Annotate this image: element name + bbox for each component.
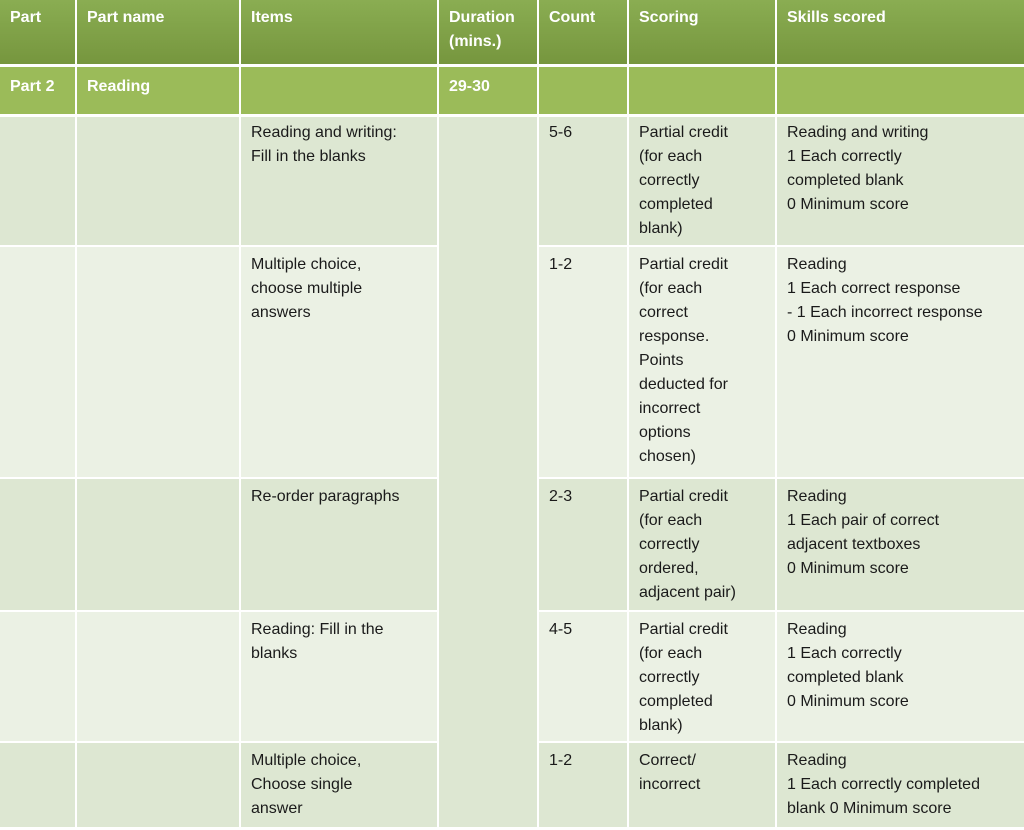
count-cell: 1-2 bbox=[539, 743, 629, 829]
part-items-empty bbox=[241, 67, 439, 117]
header-part: Part bbox=[0, 0, 77, 67]
skills-cell: Reading and writing 1 Each correctly completed blank 0 Minimum score bbox=[777, 117, 1024, 247]
skills-cell: Reading 1 Each pair of correct adjacent textboxes 0 Minimum score bbox=[777, 479, 1024, 612]
count-cell: 1-2 bbox=[539, 247, 629, 479]
scoring-cell: Correct/ incorrect bbox=[629, 743, 777, 829]
part-count-empty bbox=[539, 67, 629, 117]
part-row bbox=[0, 67, 1024, 117]
count-cell: 2-3 bbox=[539, 479, 629, 612]
part-name-cell bbox=[77, 247, 241, 479]
scoring-cell: Partial credit (for each correctly completed blank) bbox=[629, 117, 777, 247]
part-name-cell bbox=[77, 117, 241, 247]
part-cell bbox=[0, 479, 77, 612]
item-cell: Reading: Fill in the blanks bbox=[241, 612, 439, 743]
item-cell: Reading and writing: Fill in the blanks bbox=[241, 117, 439, 247]
part-name-cell bbox=[77, 612, 241, 743]
header-count: Count bbox=[539, 0, 629, 67]
skills-cell: Reading 1 Each correct response - 1 Each incorrect response 0 Minimum score bbox=[777, 247, 1024, 479]
part-scoring-empty bbox=[629, 67, 777, 117]
part-cell bbox=[0, 612, 77, 743]
part-number: Part 2 bbox=[0, 67, 77, 117]
table-row bbox=[0, 117, 1024, 247]
duration-cell bbox=[439, 117, 539, 829]
skills-cell: Reading 1 Each correctly completed blank 0 Minimum score bbox=[777, 743, 1024, 829]
header-skills-scored: Skills scored bbox=[777, 0, 1024, 67]
header-duration: Duration (mins.) bbox=[439, 0, 539, 67]
scoring-cell: Partial credit (for each correct response. Points deducted for incorrect options chosen) bbox=[629, 247, 777, 479]
item-cell: Re-order paragraphs bbox=[241, 479, 439, 612]
part-cell bbox=[0, 743, 77, 829]
part-name: Reading bbox=[77, 67, 241, 117]
part-name-cell bbox=[77, 479, 241, 612]
part-cell bbox=[0, 117, 77, 247]
part-duration: 29-30 bbox=[439, 67, 539, 117]
item-cell: Multiple choice, choose multiple answers bbox=[241, 247, 439, 479]
count-cell: 5-6 bbox=[539, 117, 629, 247]
scoring-cell: Partial credit (for each correctly ordered, adjacent pair) bbox=[629, 479, 777, 612]
table-header-row bbox=[0, 0, 1024, 67]
part-skills-empty bbox=[777, 67, 1024, 117]
header-part-name: Part name bbox=[77, 0, 241, 67]
header-scoring: Scoring bbox=[629, 0, 777, 67]
item-cell: Multiple choice, Choose single answer bbox=[241, 743, 439, 829]
header-items: Items bbox=[241, 0, 439, 67]
part-name-cell bbox=[77, 743, 241, 829]
part-cell bbox=[0, 247, 77, 479]
scoring-cell: Partial credit (for each correctly completed blank) bbox=[629, 612, 777, 743]
count-cell: 4-5 bbox=[539, 612, 629, 743]
skills-cell: Reading 1 Each correctly completed blank 0 Minimum score bbox=[777, 612, 1024, 743]
